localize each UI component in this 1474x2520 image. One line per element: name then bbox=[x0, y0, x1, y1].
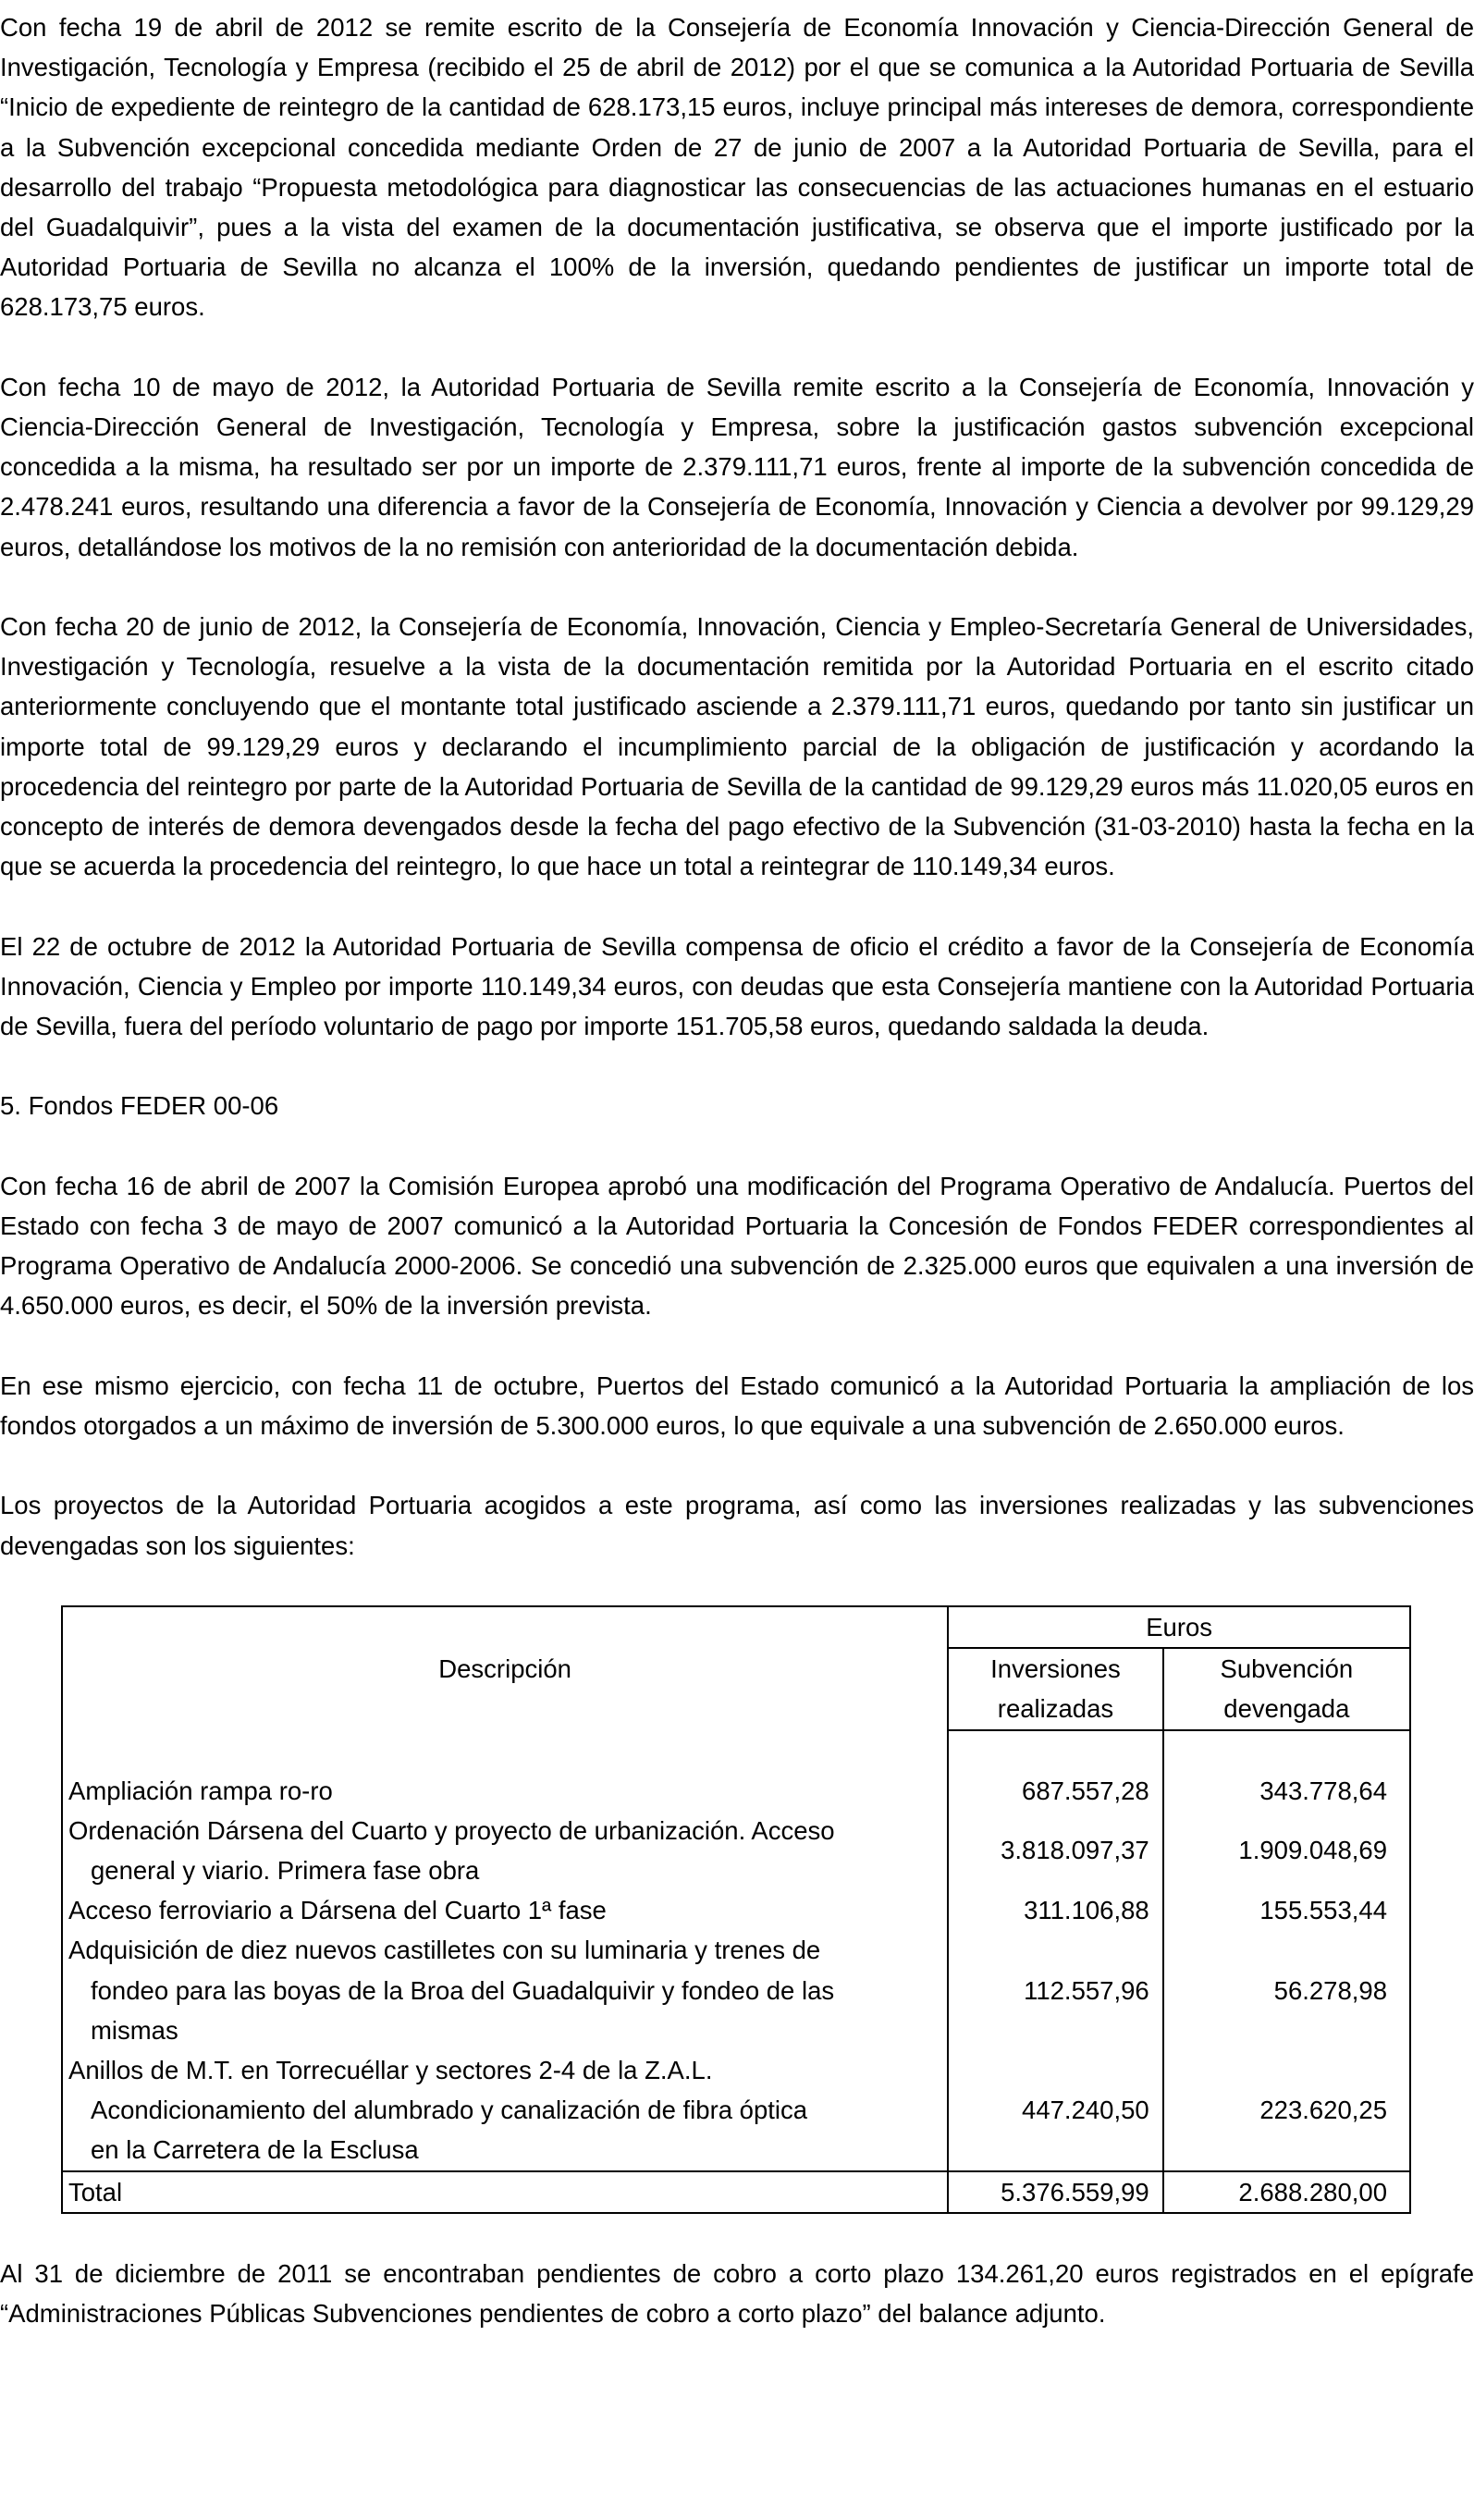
row-description-line: Acondicionamiento del alumbrado y canalización de fibra óptica bbox=[91, 2096, 808, 2125]
row-inversiones: 3.818.097,37 bbox=[948, 1811, 1162, 1890]
table-row bbox=[62, 1930, 1410, 2050]
paragraph-resolucion-reintegro: Con fecha 20 de junio de 2012, la Consejería de Economía, Innovación, Ciencia y Empleo-Secretaría General de Universidades, Investigación y Tecnología, resuelve a la vista de la documentación remitida por la Autoridad Portuaria en el escrito citado anteriormente concluyendo que el montante total justificado asciende a 2.379.111,71 euros, quedando por tanto sin justificar un importe total de 99.129,29 euros y declarando el incumplimiento parcial de la obligación de justificación y acordando la procedencia del reintegro por parte de la Autoridad Portuaria de Sevilla de la cantidad de 99.129,29 euros más 11.020,05 euros en concepto de interés de demora devengados desde la fecha del pago efectivo de la Subvención (31-03-2010) hasta la fecha en la que se acuerda la procedencia del reintegro, lo que hace un total a reintegrar de 110.149,34 euros. bbox=[0, 612, 1474, 881]
row-description-line: Acceso ferroviario a Dársena del Cuarto 1ª fase bbox=[68, 1896, 607, 1925]
row-inversiones: 112.557,96 bbox=[948, 1930, 1162, 2050]
paragraph-justificacion-gastos: Con fecha 10 de mayo de 2012, la Autoridad Portuaria de Sevilla remite escrito a la Consejería de Economía, Innovación y Ciencia-Dirección General de Investigación, Tecnología y Empresa, sobre la justificación gastos subvención excepcional concedida a la misma, ha resultado ser por un importe de 2.379.111,71 euros, frente al importe de la subvención concedida de 2.478.241 euros, resultando una diferencia a favor de la Consejería de Economía, Innovación y Ciencia a devolver por 99.129,29 euros, detallándose los motivos de la no remisión con anterioridad de la documentación debida. bbox=[0, 372, 1474, 561]
header-inversiones-line1: Inversiones bbox=[990, 1654, 1121, 1684]
paragraph-compensacion-deuda: El 22 de octubre de 2012 la Autoridad Portuaria de Sevilla compensa de oficio el crédito a favor de la Consejería de Economía Innovación, Ciencia y Empleo por importe 110.149,34 euros, con deudas que esta Consejería mantiene con la Autoridad Portuaria de Sevilla, fuera del período voluntario de pago por importe 151.705,58 euros, quedando saldada la deuda. bbox=[0, 931, 1474, 1041]
paragraph-feder-concesion: Con fecha 16 de abril de 2007 la Comisión Europea aprobó una modificación del Programa Operativo de Andalucía. Puertos del Estado con fecha 3 de mayo de 2007 comunicó a la Autoridad Portuaria la Concesión de Fondos FEDER correspondientes al Programa Operativo de Andalucía 2000-2006. Se concedió una subvención de 2.325.000 euros que equivalen a una inversión de 4.650.000 euros, es decir, el 50% de la inversión prevista. bbox=[0, 1171, 1474, 1321]
row-description-line: fondeo para las boyas de la Broa del Guadalquivir y fondeo de las bbox=[91, 1975, 835, 2005]
total-label: Total bbox=[62, 2171, 948, 2213]
table-header-row-1 bbox=[62, 1606, 1410, 1648]
table-row bbox=[62, 1771, 1410, 1811]
row-inversiones: 447.240,50 bbox=[948, 2050, 1162, 2171]
total-inversiones: 5.376.559,99 bbox=[948, 2171, 1162, 2213]
table-row bbox=[62, 2050, 1410, 2171]
table-spacer-row bbox=[62, 1730, 1410, 1771]
header-subvencion-line2: devengada bbox=[1223, 1694, 1350, 1724]
paragraph-feder-proyectos: Los proyectos de la Autoridad Portuaria acogidos a este programa, así como las inversiones realizadas y las subvenciones devengadas son los siguientes: bbox=[0, 1491, 1474, 1560]
paragraph-reintegro-inicio: Con fecha 19 de abril de 2012 se remite escrito de la Consejería de Economía Innovación y Ciencia-Dirección General de Investigación, Tecnología y Empresa (recibido el 25 de abril de 2012) por el que se comunica a la Autoridad Portuaria de Sevilla “Inicio de expediente de reintegro de la cantidad de 628.173,15 euros, incluye principal más intereses de demora, correspondiente a la Subvención excepcional concedida mediante Orden de 27 de junio de 2007 a la Autoridad Portuaria de Sevilla, para el desarrollo del trabajo “Propuesta metodológica para diagnosticar las consecuencias de las actuaciones humanas en el estuario del Guadalquivir”, pues a la vista del examen de la documentación justificativa, se observa que el importe justificado por la Autoridad Portuaria de Sevilla no alcanza el 100% de la inversión, quedando pendientes de justificar un importe total de 628.173,75 euros. bbox=[0, 13, 1474, 322]
row-description-line: Ordenación Dársena del Cuarto y proyecto de urbanización. Acceso bbox=[68, 1815, 835, 1845]
row-description-line: general y viario. Primera fase obra bbox=[91, 1856, 480, 1886]
row-subvencion: 343.778,64 bbox=[1259, 1776, 1387, 1805]
section-heading: 5. Fondos FEDER 00-06 bbox=[0, 1091, 279, 1121]
row-description-line: Adquisición de diez nuevos castilletes con su luminaria y trenes de bbox=[68, 1936, 821, 1965]
header-inversiones-line2: realizadas bbox=[997, 1694, 1114, 1724]
table-total-row bbox=[62, 2171, 1410, 2213]
header-subvencion bbox=[1163, 1648, 1410, 1729]
table-row bbox=[62, 1811, 1410, 1890]
paragraph-feder-ampliacion: En ese mismo ejercicio, con fecha 11 de octubre, Puertos del Estado comunicó a la Autoridad Portuaria la ampliación de los fondos otorgados a un máximo de inversión de 5.300.000 euros, lo que equivale a una subvención de 2.650.000 euros. bbox=[0, 1371, 1474, 1441]
header-inversiones bbox=[948, 1648, 1162, 1729]
row-subvencion: 56.278,98 bbox=[1273, 1975, 1387, 2005]
header-subvencion-line1: Subvención bbox=[1220, 1654, 1354, 1684]
row-description-line: Anillos de M.T. en Torrecuéllar y sectores 2-4 de la Z.A.L. bbox=[68, 2056, 713, 2085]
document-page bbox=[0, 7, 1474, 2374]
paragraph-pendientes-cobro: Al 31 de diciembre de 2011 se encontraban pendientes de cobro a corto plazo 134.261,20 euros registrados en el epígrafe “Administraciones Públicas Subvenciones pendientes de cobro a corto plazo” del balance adjunto. bbox=[0, 2259, 1474, 2329]
total-subvencion: 2.688.280,00 bbox=[1163, 2171, 1410, 2213]
row-inversiones: 311.106,88 bbox=[948, 1890, 1162, 1930]
row-description bbox=[62, 1811, 948, 1890]
row-description bbox=[62, 1930, 948, 2050]
row-subvencion: 1.909.048,69 bbox=[1238, 1836, 1387, 1865]
header-descripcion: Descripción bbox=[62, 1606, 948, 1730]
row-description-line: en la Carretera de la Esclusa bbox=[91, 2135, 419, 2165]
feder-projects-table bbox=[61, 1605, 1411, 2214]
row-description-line: mismas bbox=[91, 2015, 178, 2045]
row-description bbox=[62, 1771, 948, 1811]
header-euros: Euros bbox=[948, 1606, 1410, 1648]
row-subvencion: 155.553,44 bbox=[1259, 1896, 1387, 1925]
row-description bbox=[62, 2050, 948, 2171]
table-row bbox=[62, 1890, 1410, 1930]
row-description bbox=[62, 1890, 948, 1930]
row-description-line: Ampliación rampa ro-ro bbox=[68, 1776, 333, 1805]
row-subvencion: 223.620,25 bbox=[1259, 2096, 1387, 2125]
row-inversiones: 687.557,28 bbox=[948, 1771, 1162, 1811]
